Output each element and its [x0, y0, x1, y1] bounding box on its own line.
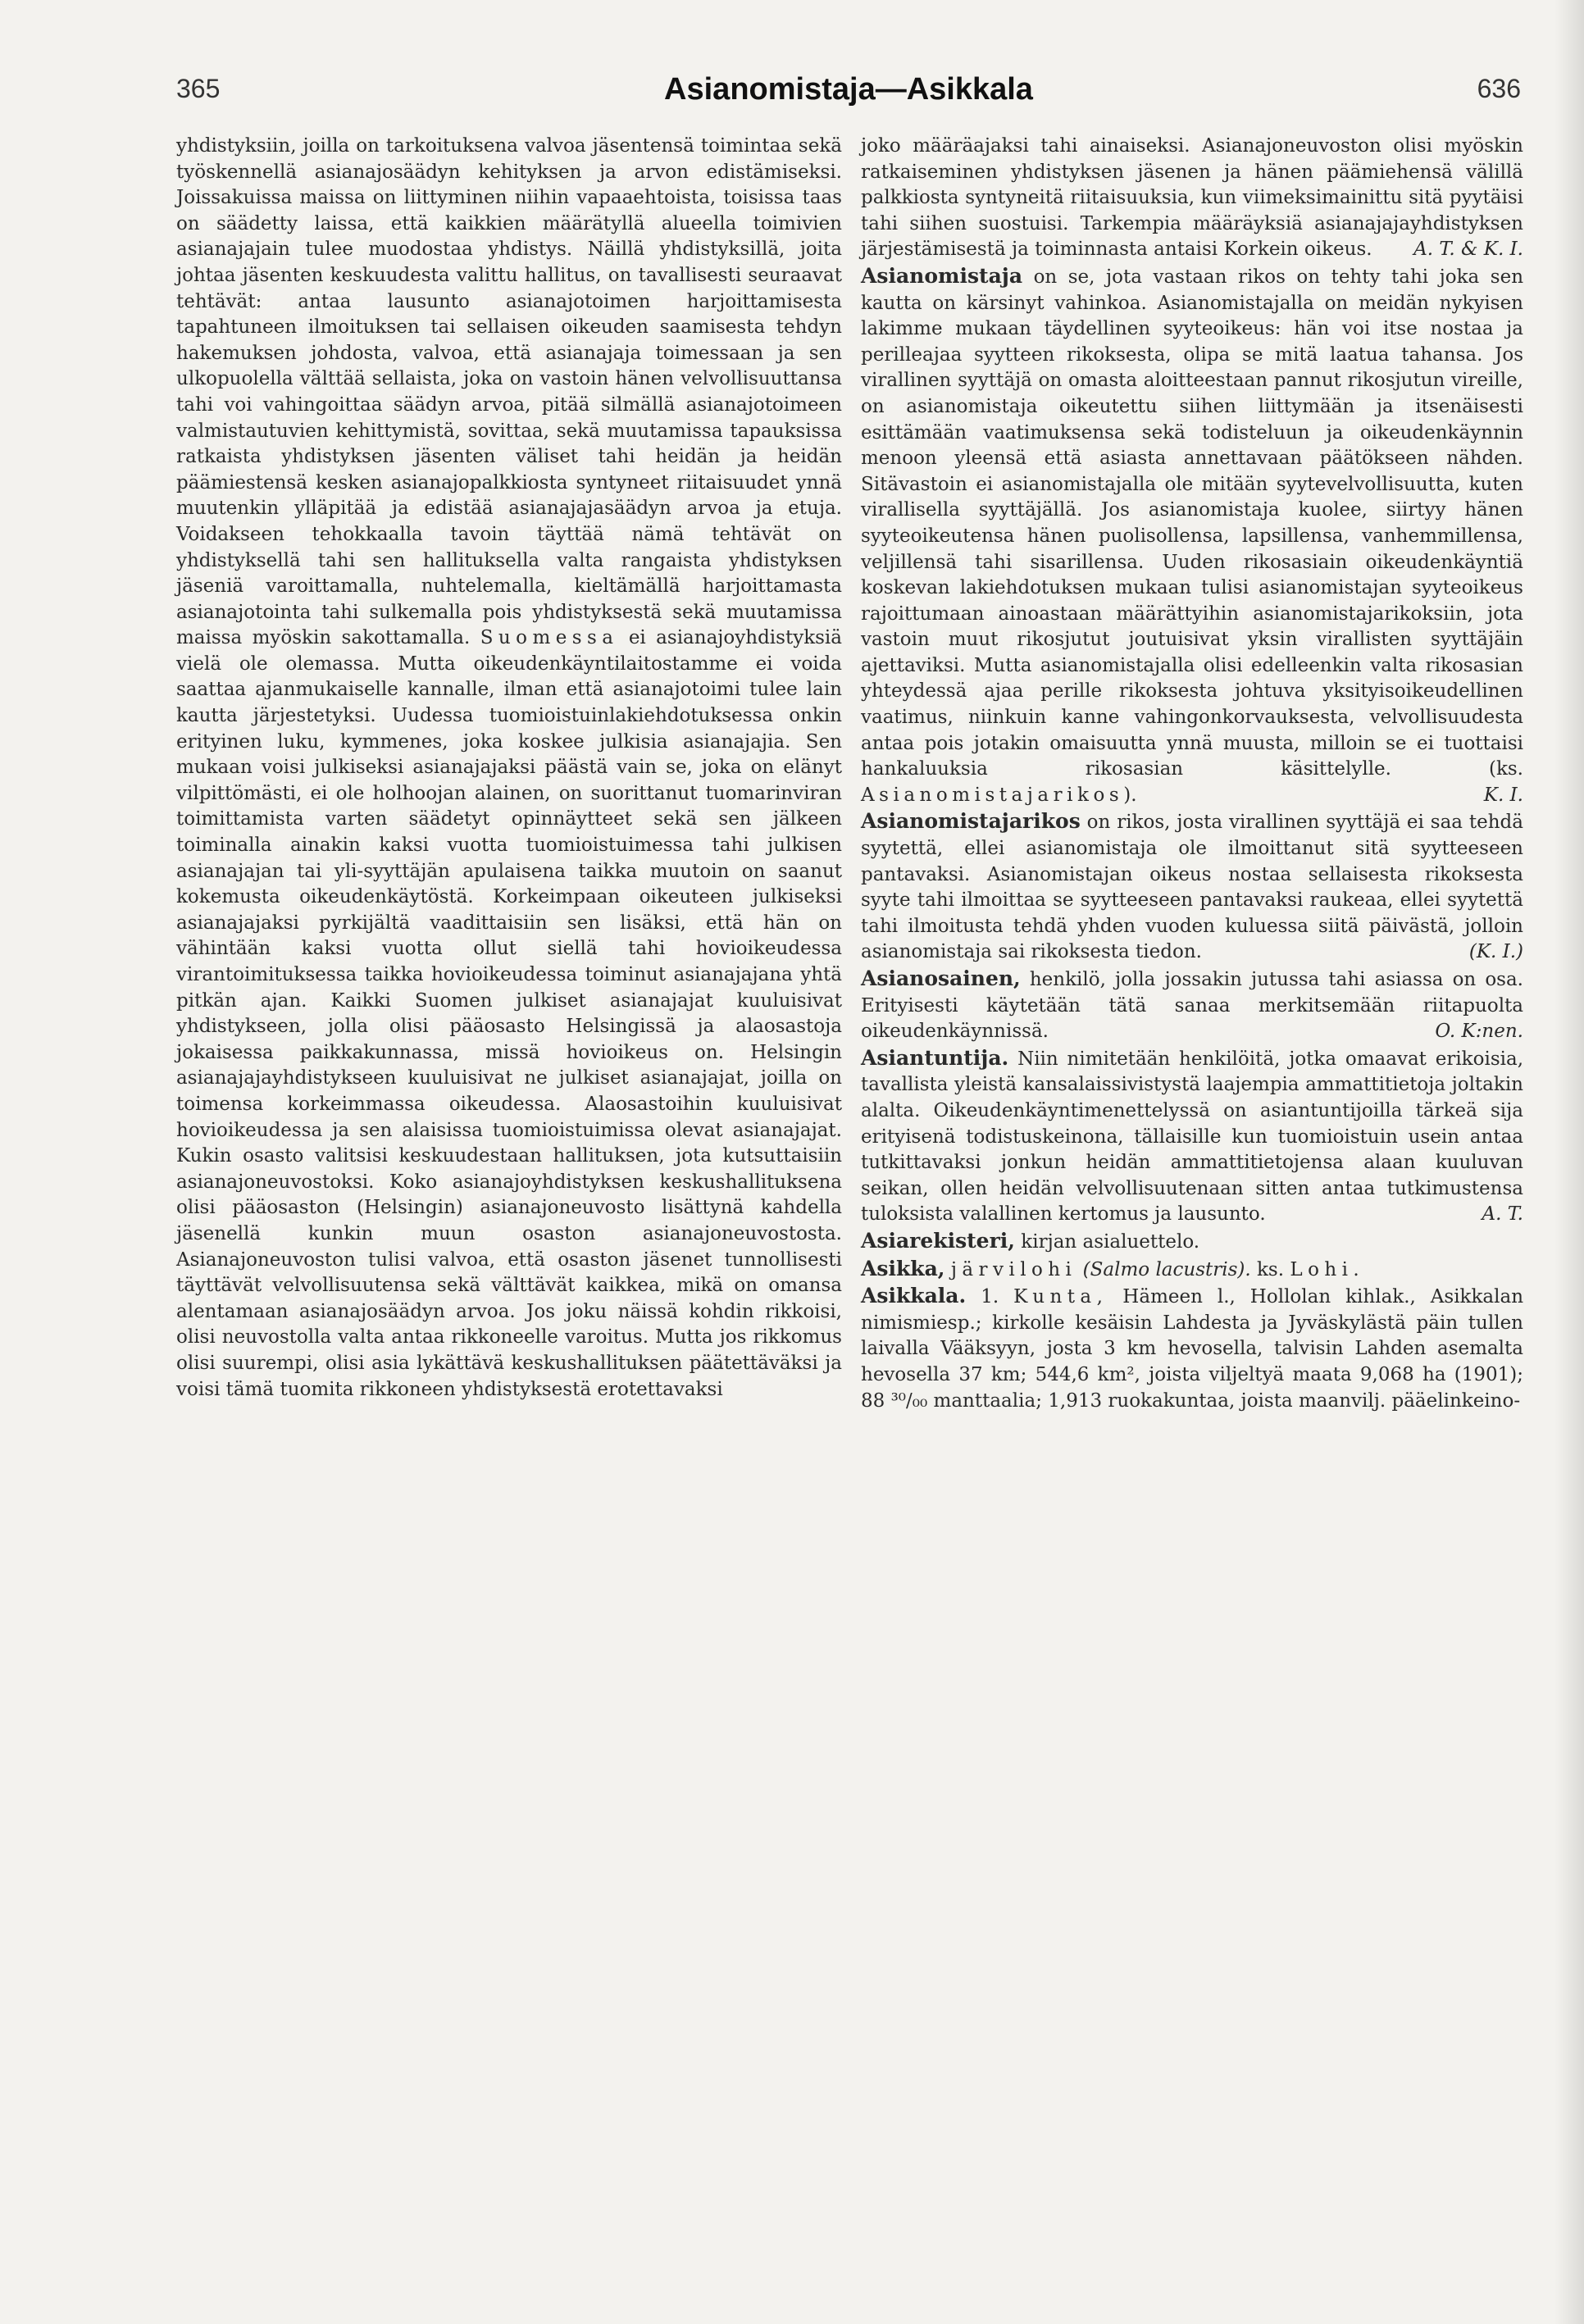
entry-headword: Asianomistaja — [861, 263, 1023, 288]
left-column — [176, 134, 842, 1403]
see-also-label: ks. — [1257, 1258, 1285, 1280]
entry-headword: Asianomistajarikos — [861, 809, 1081, 834]
entry-asianomistaja — [861, 263, 1523, 808]
entry-asianomistajarikos — [861, 808, 1523, 966]
right-column — [861, 134, 1523, 1414]
latin-name: (Salmo lacustris). — [1082, 1258, 1251, 1280]
body-text: joko määräajaksi tahi ainaiseksi. Asianajoneuvoston olisi myöskin ratkaiseminen yhdistyksen jäsenen ja hänen päämiehensä välillä palkkiosta syntyneitä riitaisuuksia, kun viimeksimainittu sitä pyytäisi tahi siihen suostuisi. Tarkempia määräyksiä asianajajayhdistyksen järjestämisestä ja toiminnasta antaisi Korkein oikeus. — [861, 135, 1523, 261]
entry-text: kirjan asialuettelo. — [1021, 1230, 1200, 1253]
author-signature: A. T. — [1482, 1203, 1523, 1226]
entry-headword: Asiarekisteri, — [861, 1228, 1015, 1253]
paragraph — [176, 134, 842, 1403]
entry-text: henkilö, jolla jossakin jutussa tahi asiassa on osa. Erityisesti käytetään tätä sanaa merkitsemään riitapuolta oikeudenkäynnissä. — [861, 969, 1523, 1043]
entry-asiantuntija — [861, 1045, 1523, 1228]
author-signature: (K. I.) — [1468, 941, 1523, 963]
entry-headword: Asikkala. — [861, 1284, 967, 1308]
entry-text: on rikos, josta virallinen syyttäjä ei saa tehdä syytettä, ellei asianomistaja ole ilmoittanut sitä syytteeseen pantavaksi. Asianomistajan oikeus nostaa sellaisesta rikoksesta syyte tahi ilmoittaa se syytteeseen pantavaksi raukeaa, ellei syytettä tahi ilmoitusta tehdä yhden vuoden kuluessa siitä päivästä, jolloin asianomistaja sai rikoksesta tiedon. — [861, 812, 1523, 963]
spaced-term: Asianomistajarikos — [861, 784, 1124, 806]
body-text: yhdistyksiin, joilla on tarkoituksena valvoa jäsentensä toimintaa sekä työskennellä asianajosäädyn kehityksen ja arvon edistämiseksi. Joissakuissa maissa on liittyminen niihin vapaaehtoista, toisissa taas on säädetty laissa, että kaikkien määrätyllä alueella toimivien asianajajain tulee muodostaa yhdistys. Näillä yhdistyksillä, joita johtaa jäsenten keskuudesta valittu hallitus, on tavallisesti seuraavat tehtävät: antaa lausunto asianajotoimen harjoittamisesta tapahtuneen ilmoituksen tai sellaisen oikeuden saamisesta tehdyn hakemuksen johdosta, valvoa, että asianajaja toimessaan ja sen ulkopuolella välttää sellaista, joka on vastoin hänen velvollisuuttansa tahi voi vahingoittaa säädyn arvoa, pitää silmällä asianajotoimeen valmistautuvien kehittymistä, sovittaa, sekä muutamissa tapauksissa ratkaista yhdistyksen jäsenten väliset tahi heidän ja heidän päämiestensä kesken asianajopalkkiosta syntyneet riitaisuudet ynnä muutenkin ylläpitää ja edistää asianajajasäädyn arvoa ja etuja. Voidakseen tehokkaalla tavoin täyttää nämä tehtävät on yhdistyksellä tahi sen hallituksella valta rangaista yhdistyksen jäseniä varoittamalla, nuhtelemalla, kieltämällä harjoittamasta asianajotointa tahi sulkemalla pois yhdistyksestä sekä muutamissa maissa myöskin sakottamalla. — [176, 135, 842, 649]
entry-asikkala — [861, 1283, 1523, 1414]
entry-asianosainen — [861, 966, 1523, 1045]
author-signature: K. I. — [1483, 784, 1523, 806]
see-also-ref: Lohi. — [1290, 1258, 1365, 1280]
entry-text: on se, jota vastaan rikos on tehty tahi joka sen kautta on kärsinyt vahinkoa. Asianomistajalla on meidän nykyisen lakimme mukaan täydellinen syyteoikeus: hän voi itse nostaa ja perilleajaa syytteen rikoksesta, olipa se mitä laatua tahansa. Jos virallinen syyttäjä on omasta aloitteestaan pannut rikosjutun vireille, on asianomistaja oikeutettu siihen liittymään ja itsenäisesti esittämään vaatimuksensa sekä todisteluun ja oikeudenkäynnin menoon yleensä että asiasta annettavaan päätökseen nähden. Sitävastoin ei asianomistajalla ole mitään syytevelvollisuutta, kuten virallisella syyttäjällä. Jos asianomistaja kuolee, siirtyy hänen syyteoikeutensa hänen puolisollensa, lapsillensa, vanhemmillensa, veljillensä tahi sisarillensa. Uuden rikosasiain oikeudenkäyntiä koskevan lakiehdotuksen mukaan tulisi asianomistajan syyteoikeus rajoittumaan ainoastaan määrättyihin asianomistajarikoksiin, jota vastoin muut rikosjutut joutuisivat yksin virallisten syyttäjäin ajettaviksi. Mutta asianomistajalla olisi edelleenkin valta rikosasian yhteydessä ajaa perille rikoksesta johtuva yksityisoikeudellinen vaatimus, niinkuin kanne vahingonkorvauksesta, velvollisuudesta antaa pois jotakin omaisuutta ynnä muusta, milloin se ei tuottaisi hankaluuksia rikosasian käsittelylle. (ks. — [861, 266, 1524, 780]
spaced-term: järvilohi — [950, 1258, 1077, 1280]
spaced-term: Suomessa — [480, 627, 619, 649]
entry-headword: Asikka, — [861, 1256, 945, 1280]
page-edge-shadow — [1554, 0, 1584, 2324]
entry-headword: Asianosainen, — [861, 966, 1021, 990]
sense-number: 1. — [981, 1286, 999, 1308]
paragraph — [861, 134, 1523, 263]
entry-headword: Asiantuntija. — [861, 1045, 1009, 1070]
entry-asiarekisteri — [861, 1228, 1523, 1256]
spaced-term: Kunta, — [1013, 1286, 1108, 1308]
running-title: Asianomistaja—Asikkala — [664, 72, 1033, 107]
page-number-right: 636 — [1477, 74, 1521, 103]
entry-asikka — [861, 1256, 1523, 1284]
entry-text: Niin nimitetään henkilöitä, jotka omaavat erikoisia, tavallista yleistä kansalaissivistystä laajempia ammattitietoja joltakin alalta. Oikeudenkäyntimenettelyssä on asiantuntijoilla tärkeä sija erityisenä todistuskeinona, tällaisille kun tuomioistuin usein antaa tutkittavaksi jonkun heidän ammattitietojensa alaan kuuluvan seikan, ollen heidän velvollisuutenaan sitten antaa tutkimustensa tuloksista valallinen kertomus ja lausunto. — [861, 1048, 1524, 1226]
author-signature: A. T. & K. I. — [1413, 239, 1523, 261]
entry-text-end: ). — [1123, 784, 1137, 806]
page-header — [176, 74, 1521, 115]
entry-text: Hämeen l., Hollolan kihlak., Asikkalan nimismiesp.; kirkolle kesäisin Lahdesta ja Jyväskylästä päin tullen laivalla Vääksyyn, josta 3 km hevosella, talvisin Lahden asemalta hevosella 37 km; 544,6 km², joista viljeltyä maata 9,068 ha (1901); 88 ³⁰/₀₀ manttaalia; 1,913 ruokakuntaa, joista maanvilj. pääelinkeino- — [861, 1286, 1524, 1412]
author-signature: O. K:nen. — [1435, 1021, 1523, 1043]
body-text: ei asianajoyhdistyksiä vielä ole olemassa. Mutta oikeudenkäyntilaitostamme ei voida saattaa ajanmukaiselle kannalle, ilman että asianajotoimi tulee lain kautta järjestetyksi. Uudessa tuomioistuinlakiehdotuksessa onkin erityinen luku, kymmenes, joka koskee julkisia asianajajia. Sen mukaan voisi julkiseksi asianajajaksi päästä vain se, joka on elänyt vilpittömästi, ei ole holhoojan alainen, on suorittanut tuomarinviran toimittamista varten säädetyt opinnäytteet sekä sen jälkeen toiminalla ainakin kaksi vuotta tuomioistuimessa tahi julkisen asianajajan tai yli-syyttäjän apulaisena taikka muutoin on saanut kokemusta oikeudenkäytöstä. Korkeimpaan oikeuteen julkiseksi asianajajaksi pyrkijältä vaadittaisiin sen lisäksi, että hän on vähintään kaksi vuotta ollut siellä tahi hovioikeudessa virantoimituksessa taikka hovioikeudessa toiminut asianajajana yhtä pitkän ajan. Kaikki Suomen julkiset asianajajat kuuluisivat yhdistykseen, jolla olisi pääosasto Helsingissä ja alaosastoja jokaisessa paikkakunnassa, missä hovioikeus on. Helsingin asianajajayhdistykseen kuuluisivat ne julkiset asianajajat, joilla on toimensa korkeimmassa oikeudessa. Alaosastoihin kuuluisivat hovioikeudessa ja sen alaisissa tuomioistuimissa olevat asianajajat. Kukin osasto valitsisi keskuudestaan hallituksen, jota kutsuttaisiin asianajoneuvostoksi. Koko asianajoyhdistyksen keskushallituksena olisi pääosaston (Helsingin) asianajoneuvosto lisättynä kahdella jäsenellä kunkin muun osaston asianajoneuvostosta. Asianajoneuvoston tulisi valvoa, että osaston jäsenet tunnollisesti täyttävät velvollisuutensa sekä välttävät kaikkea, mikä on omansa alentamaan asianajosäädyn arvoa. Jos joku näissä kohdin rikkoisi, olisi neuvostolla valta antaa rikkoneelle varoitus. Mutta jos rikkomus olisi suurempi, olisi asia lykättävä keskushallituksen päätettäväksi ja voisi tämä tuomita rikkoneen yhdistyksestä erotettavaksi — [176, 627, 843, 1400]
page-number-left: 365 — [176, 74, 221, 103]
